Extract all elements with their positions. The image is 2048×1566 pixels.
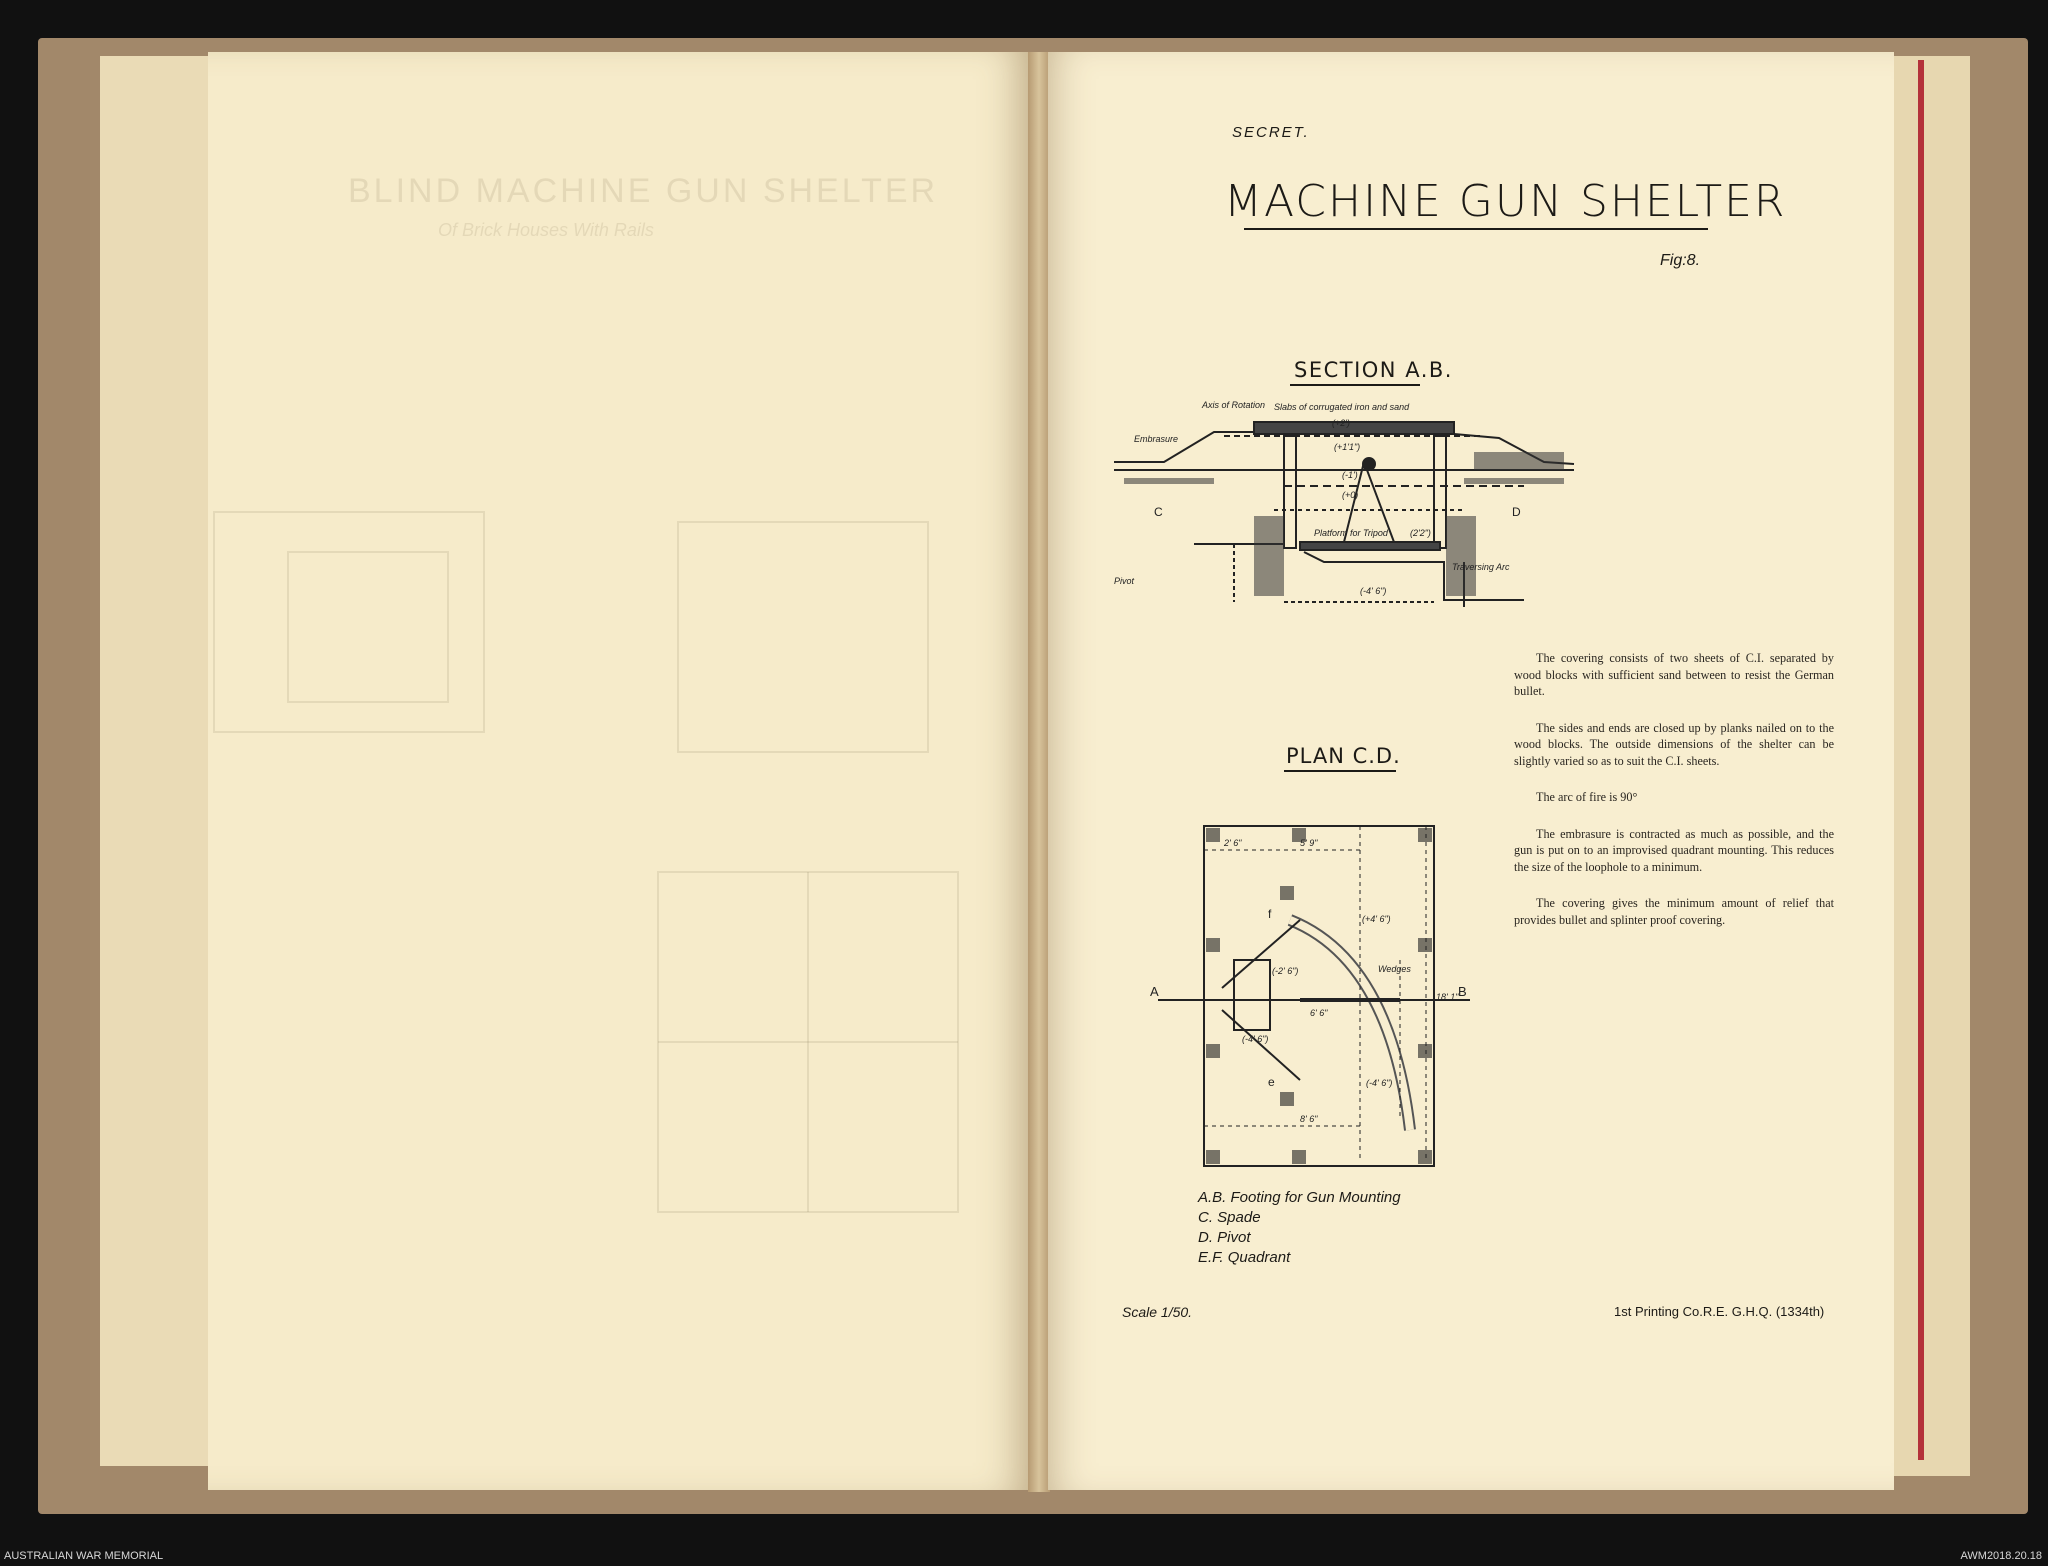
red-page-edge: [1918, 60, 1924, 1460]
ghost-subtitle: Of Brick Houses With Rails: [438, 220, 654, 240]
printer-note: 1st Printing Co.R.E. G.H.Q. (1334th): [1614, 1304, 1825, 1319]
section-dim: (-4' 6"): [1360, 586, 1387, 596]
plan-dim: 8' 6": [1300, 1114, 1318, 1124]
slabs-label: Slabs of corrugated iron and sand: [1274, 402, 1410, 412]
section-diagram: [1104, 392, 1584, 632]
platform-label: Platform for Tripod: [1314, 528, 1388, 538]
plan-dim: 18' 1": [1436, 992, 1459, 1002]
description-paragraph: The covering consists of two sheets of C.I. separated by wood blocks with sufficient sand between to resist the German bullet.: [1514, 651, 1834, 698]
description-paragraph: The arc of fire is 90°: [1536, 790, 1638, 804]
scale-note: Scale 1/50.: [1122, 1304, 1193, 1320]
legend-item: D. Pivot: [1198, 1229, 1251, 1246]
title-underline: [1244, 228, 1708, 230]
plan-dim: 5' 9": [1300, 838, 1318, 848]
ghost-title: BLIND MACHINE GUN SHELTER: [348, 172, 939, 210]
plan-title: PLAN C.D.: [1286, 744, 1401, 768]
book-spine: [1028, 52, 1050, 1492]
archive-id: AWM2018.20.18: [1960, 1550, 2042, 1562]
legend: [1198, 1188, 1401, 1268]
description-paragraph: The covering gives the minimum amount of relief that provides bullet and splinter proof covering.: [1514, 896, 1834, 927]
section-dim: (+1'1"): [1334, 442, 1361, 452]
plan-dim: (+4' 6"): [1362, 914, 1391, 924]
plan-dim: (-4' 6"): [1242, 1034, 1269, 1044]
plan-a-label: A: [1150, 984, 1159, 999]
section-title: SECTION A.B.: [1294, 358, 1453, 382]
section-dim: (2'2"): [1410, 528, 1431, 538]
description-text: [1514, 650, 1834, 948]
traversing-label: Traversing Arc: [1452, 562, 1510, 572]
description-paragraph: The embrasure is contracted as much as possible, and the gun is put on to an improvised quadrant mounting. This reduces the size of the loophole to a minimum.: [1514, 826, 1834, 874]
description-paragraph: The sides and ends are closed up by planks nailed on to the wood blocks. The outside dimensions of the shelter can be slightly varied so as to suit the C.I. sheets.: [1514, 720, 1834, 768]
left-page: [208, 52, 1030, 1490]
legend-item: C. Spade: [1198, 1209, 1261, 1226]
figure-number: Fig:8.: [1660, 252, 1701, 269]
legend-item: E.F. Quadrant: [1198, 1249, 1291, 1266]
show-through-drawings: [208, 52, 1030, 1490]
plan-e-label: e: [1268, 1075, 1275, 1089]
plan-dim: (-4' 6"): [1366, 1078, 1393, 1088]
section-dim: (+0): [1342, 490, 1359, 500]
plan-b-label: B: [1458, 984, 1467, 999]
axis-label: Axis of Rotation: [1202, 400, 1266, 410]
plan-f-label: f: [1268, 907, 1272, 921]
plan-dim: (-2' 6"): [1272, 966, 1299, 976]
section-dim: (-1'): [1342, 470, 1358, 480]
archive-footer: [0, 1546, 2048, 1566]
legend-item: A.B. Footing for Gun Mounting: [1198, 1189, 1401, 1206]
left-page-stack: [100, 56, 220, 1466]
section-d-label: D: [1512, 505, 1521, 519]
plan-underline: [1284, 770, 1396, 772]
plan-dim: 6' 6": [1310, 1008, 1328, 1018]
plan-dim: 2' 6": [1224, 838, 1242, 848]
section-dim: (+2'): [1332, 418, 1350, 428]
embrasure-label: Embrasure: [1134, 434, 1179, 444]
right-page-stack: [1890, 56, 1970, 1476]
section-underline: [1290, 384, 1420, 386]
section-c-label: C: [1154, 505, 1163, 519]
page-title: MACHINE GUN SHELTER: [1224, 176, 1787, 227]
secret-label: SECRET.: [1232, 124, 1310, 141]
pivot-label: Pivot: [1114, 576, 1135, 586]
wedges-label: Wedges: [1378, 964, 1411, 974]
plan-diagram: [1150, 810, 1490, 1180]
archive-name: AUSTRALIAN WAR MEMORIAL: [4, 1550, 164, 1562]
